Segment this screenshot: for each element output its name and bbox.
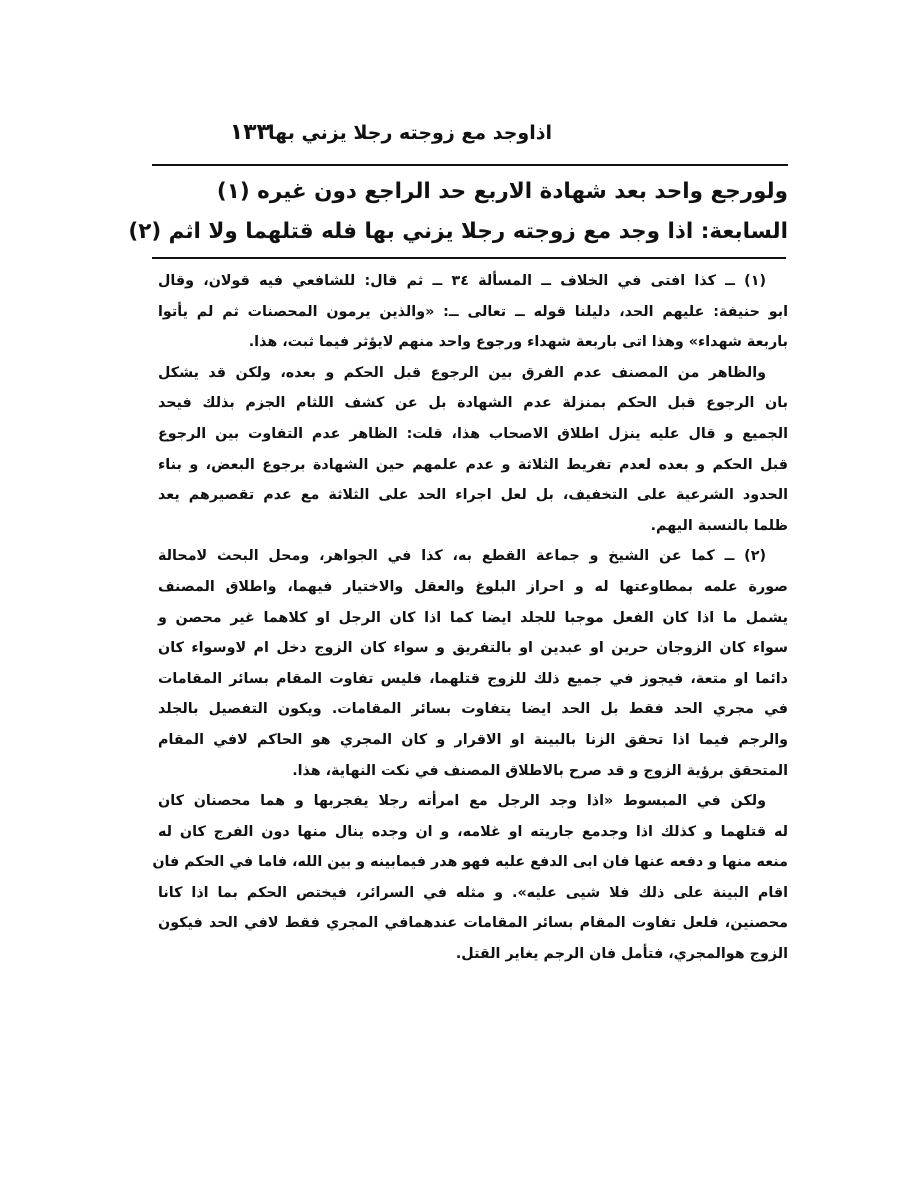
footnote-line: ولكن في المبسوط «اذا وجد الرجل مع امرأته رجلا يفجربها و هما محصنان كان — [158, 793, 766, 810]
footnote-line: الجميع و قال عليه ينزل اطلاق الاصحاب هذا، قلت: الظاهر عدم التفاوت بين الرجوع — [158, 425, 788, 442]
footnote-line: محصنين، فلعل تفاوت المقام بسائر المقامات عندهمافي المجري فقط لافي الحد فيكون — [158, 915, 788, 932]
footnote-line: باربعة شهداء» وهذا اتى باربعة شهداء ورجوع واحد منهم لايؤثر فيما ثبت، هذا. — [248, 334, 788, 351]
footnote-line: (١) ــ كذا افتى في الخلاف ــ المسألة ٣٤ ــ ثم قال: للشافعي فيه قولان، وقال — [158, 273, 766, 289]
footnote-line: اقام البينة على ذلك فلا شيى عليه». و مثله في السرائر، فيختص الحكم بما اذا كانا — [158, 884, 788, 901]
footnote-separator — [152, 257, 786, 259]
footnote-line: والظاهر من المصنف عدم الفرق بين الرجوع قبل الحكم و بعده، ولكن قد يشكل — [158, 364, 766, 381]
footnote-line: له قتلهما و كذلك اذا وجدمع جاريته او غلامه، و ان وجده ينال منها دون الفرج كان له — [158, 823, 788, 840]
running-title: اذاوجد مع زوجته رجلا يزني بها — [268, 122, 552, 144]
footnote-line: المتحقق برؤية الزوج و قد صرح بالاطلاق المصنف في نكت النهاية، هذا. — [292, 762, 788, 779]
footnotes — [152, 266, 788, 970]
footnote-line: سواء كان الزوجان حرين او عبدين او بالتفريق و سواء كان الزوج دخل ام لاوسواء كان — [158, 640, 788, 657]
footnote-line: منعه منها و دفعه عنها فان ابى الدفع عليه فهو هدر فيمابينه و بين الله، فاما في الحكم فان — [152, 854, 788, 871]
footnote-line: يشمل ما اذا كان الفعل موجبا للجلد ايضا كما اذا كان الرجل او كلاهما غير محصن و — [158, 609, 788, 626]
footnote-line: صورة علمه بمطاوعتها له و احراز البلوغ والعقل والاختيار فيهما، واطلاق المصنف — [158, 578, 788, 595]
page-number: ١٣٣ — [229, 120, 270, 145]
footnote-line: ابو حنيفة: عليهم الحد، دليلنا قوله ــ تعالى ــ: «والذين يرمون المحصنات ثم لم يأتوا — [158, 303, 788, 320]
footnote-line: ظلما بالنسبة اليهم. — [650, 517, 788, 534]
footnote-line: الزوج هوالمجري، فتأمل فان الرجم يغاير القتل. — [455, 946, 788, 963]
footnote-line: بان الرجوع قبل الحكم بمنزلة عدم الشهادة بل عن كشف اللثام الجزم بذلك فيحد — [158, 395, 788, 412]
header-rule — [152, 164, 788, 166]
main-text-line: السابعة: اذا وجد مع زوجته رجلا يزني بها فله قتلهما ولا اثم (٢) — [128, 219, 788, 244]
main-text — [128, 172, 788, 252]
footnote-line: في مجري الحد فقط بل الحد ايضا يتفاوت بسائر المقامات. ويكون التفصيل بالجلد — [158, 701, 788, 718]
footnote-line: (٢) ــ كما عن الشيخ و جماعة القطع به، كذا في الجواهر، ومحل البحث لامحالة — [158, 548, 766, 565]
footnote-line: الحدود الشرعية على التخفيف، بل لعل اجراء الحد على الثلاثة مع عدم تقصيرهم يعد — [158, 487, 788, 504]
running-header — [150, 122, 790, 158]
footnote-line: قبل الحكم و بعده لعدم تفريط الثلاثة و عدم علمهم حين الشهادة برجوع البعض، و بناء — [158, 456, 788, 473]
footnote-line: والرجم فيما اذا تحقق الزنا بالبينة او الاقرار و كان المجري هو الحاكم لافي المقام — [158, 731, 788, 748]
main-text-line: ولورجع واحد بعد شهادة الاربع حد الراجع دون غيره (١) — [216, 179, 788, 204]
footnote-line: دائما او متعة، فيجوز في جميع ذلك للزوج قتلهما، فليس تفاوت المقام بسائر المقامات — [158, 670, 788, 687]
